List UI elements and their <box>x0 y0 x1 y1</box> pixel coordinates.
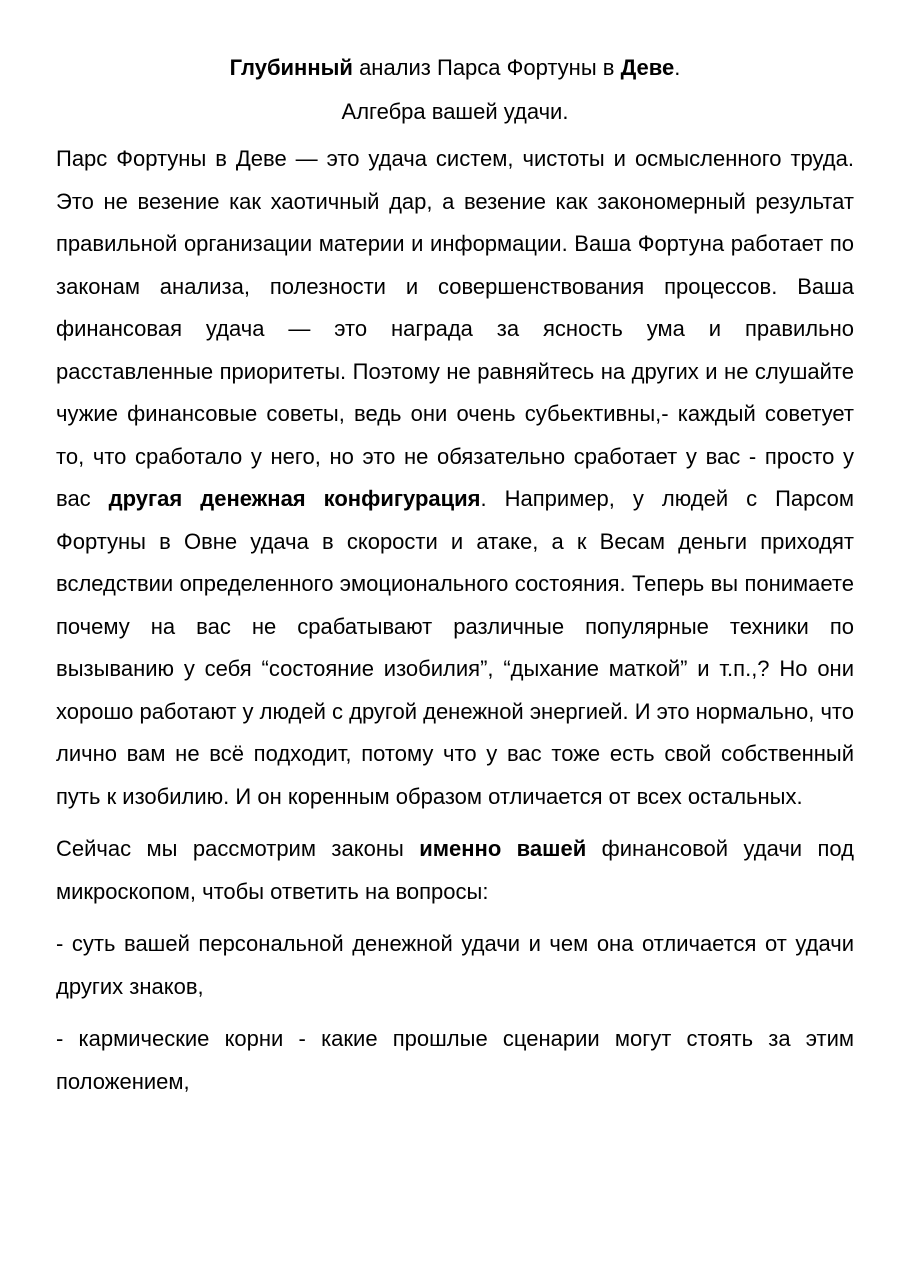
paragraph-intro-text-after: . Например, у людей с Парсом Фортуны в Овне удача в скорости и атаке, а к Весам деньги приходят вследствии определенного эмоционального состояния. Теперь вы понимаете почему на вас не срабатывают различные популярные техники по вызыванию у себя “состояние изобилия”, “дыхание маткой” и т.п.,? Но они хорошо работают у людей с другой денежной энергией. И это нормально, что лично вам не всё подходит, потому что у вас тоже есть свой собственный путь к изобилию. И он коренным образом отличается от всех остальных. <box>56 486 854 809</box>
title-period: . <box>674 55 681 80</box>
title-bold-sign: Деве <box>620 55 675 80</box>
title-text: анализ Парса Фортуны в <box>352 55 621 80</box>
list-item: - суть вашей персональной денежной удачи и чем она отличается от удачи других знаков, <box>56 931 854 999</box>
document-title <box>56 48 854 88</box>
paragraph-questions-text-after: финансовой удачи под микроскопом, чтобы ответить на вопросы: <box>56 836 854 904</box>
paragraph-questions-bold: именно вашей <box>419 836 587 861</box>
paragraph-intro <box>56 138 854 818</box>
document-page <box>56 48 854 1113</box>
paragraph-intro-text-before: Парс Фортуны в Деве — это удача систем, чистоты и осмысленного труда. Это не везение как хаотичный дар, а везение как закономерный результат правильной организации материи и информации. Ваша Фортуна работает по законам анализа, полезности и совершенствования процессов. Ваша финансовая удача — это награда за ясность ума и правильно расставленные приоритеты. Поэтому не равняйтесь на других и не слушайте чужие финансовые советы, ведь они очень субьективны,- каждый советует то, что сработало у него, но это не обязательно сработает у вас - просто у вас <box>56 146 854 511</box>
title-bold-word: Глубинный <box>229 55 353 80</box>
paragraph-questions-text-before: Сейчас мы рассмотрим законы <box>56 836 420 861</box>
paragraph-intro-bold: другая денежная конфигурация <box>108 486 481 511</box>
list-item: - кармические корни - какие прошлые сценарии могут стоять за этим положением, <box>56 1026 854 1094</box>
paragraph-questions <box>56 828 854 913</box>
document-subtitle: Алгебра вашей удачи. <box>341 99 569 124</box>
